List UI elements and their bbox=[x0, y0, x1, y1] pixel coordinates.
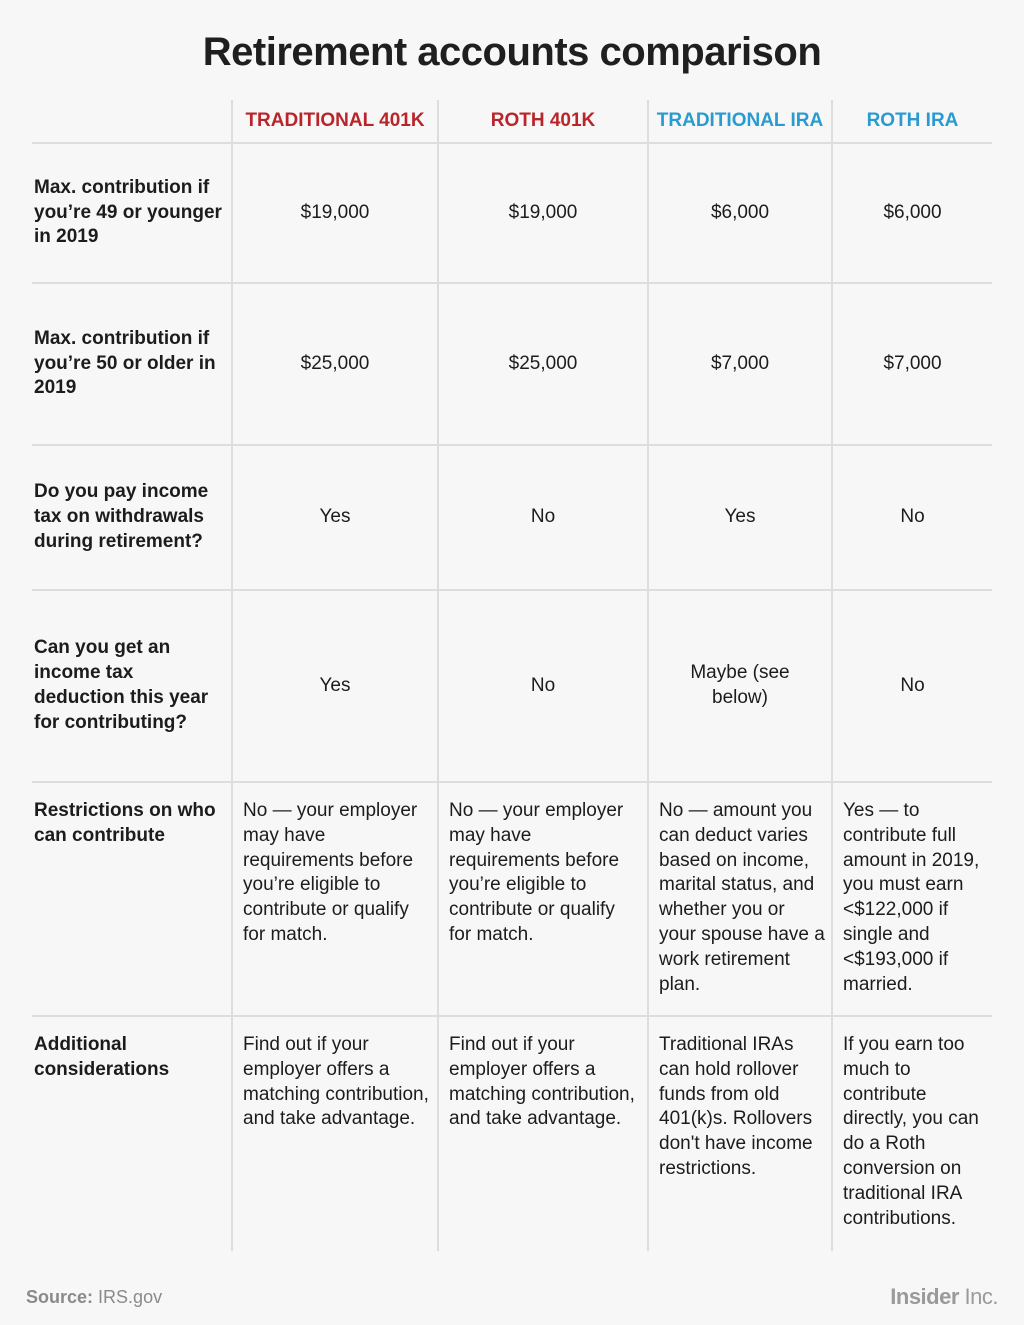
table-cell: Maybe (see below) bbox=[648, 590, 832, 782]
table-cell: $7,000 bbox=[832, 283, 992, 445]
table-cell: $19,000 bbox=[232, 143, 438, 283]
corner-cell bbox=[32, 100, 232, 143]
header-row bbox=[32, 100, 992, 143]
table-cell: No — amount you can deduct varies based on income, marital status, and whether you or your spouse have a work retirement plan. bbox=[648, 782, 832, 1016]
comparison-table bbox=[32, 100, 992, 1251]
table-cell: $7,000 bbox=[648, 283, 832, 445]
row-label: Max. contribution if you’re 49 or younger in 2019 bbox=[32, 143, 232, 283]
column-header-roth-ira: ROTH IRA bbox=[832, 100, 992, 143]
row-max-contribution-50-plus bbox=[32, 283, 992, 445]
row-label: Can you get an income tax deduction this year for contributing? bbox=[32, 590, 232, 782]
source-note bbox=[26, 1287, 162, 1308]
row-income-tax-deduction bbox=[32, 590, 992, 782]
table-cell: $6,000 bbox=[832, 143, 992, 283]
table-cell: Yes bbox=[648, 445, 832, 590]
row-contribution-restrictions bbox=[32, 782, 992, 1016]
row-label: Additional considerations bbox=[34, 1034, 170, 1080]
row-label: Do you pay income tax on withdrawals during retirement? bbox=[32, 445, 232, 590]
table-cell: No bbox=[832, 445, 992, 590]
column-header-roth-401k: ROTH 401K bbox=[438, 100, 648, 143]
source-label: Source: bbox=[26, 1287, 94, 1307]
table-cell: No — your employer may have requirements before you’re eligible to contribute or qualify for match. bbox=[438, 782, 648, 1016]
table-cell: Find out if your employer offers a matching contribution, and take advantage. bbox=[438, 1016, 648, 1251]
page-title: Retirement accounts comparison bbox=[202, 30, 822, 74]
column-header-traditional-401k: TRADITIONAL 401K bbox=[232, 100, 438, 143]
table-cell: $25,000 bbox=[232, 283, 438, 445]
logo-word-insider: Insider bbox=[890, 1284, 959, 1309]
table-cell: No — your employer may have requirements before you’re eligible to contribute or qualify for match. bbox=[232, 782, 438, 1016]
row-income-tax-withdrawals bbox=[32, 445, 992, 590]
table-cell: No bbox=[832, 590, 992, 782]
row-label: Restrictions on who can contribute bbox=[32, 782, 232, 1016]
table-cell: Yes bbox=[232, 445, 438, 590]
table-cell: No bbox=[438, 590, 648, 782]
table-cell: Yes bbox=[232, 590, 438, 782]
table-cell: No bbox=[438, 445, 648, 590]
table-cell: Yes — to contribute full amount in 2019, you must earn <$122,000 if single and <$193,000 if married. bbox=[832, 782, 992, 1016]
logo-word-inc: Inc. bbox=[964, 1284, 998, 1309]
row-additional-considerations bbox=[32, 1016, 992, 1251]
source-value[interactable]: IRS.gov bbox=[98, 1287, 163, 1307]
table-cell: $25,000 bbox=[438, 283, 648, 445]
table-cell: If you earn too much to contribute directly, you can do a Roth conversion on traditional IRA contributions. bbox=[832, 1016, 992, 1251]
table-cell: Traditional IRAs can hold rollover funds from old 401(k)s. Rollovers don't have income restrictions. bbox=[648, 1016, 832, 1251]
row-label: Max. contribution if you’re 50 or older in 2019 bbox=[32, 283, 232, 445]
insider-inc-logo bbox=[890, 1284, 998, 1310]
table-cell: $6,000 bbox=[648, 143, 832, 283]
row-max-contribution-under-50 bbox=[32, 143, 992, 283]
column-header-traditional-ira: TRADITIONAL IRA bbox=[648, 100, 832, 143]
table-cell: $19,000 bbox=[438, 143, 648, 283]
table-cell: Find out if your employer offers a matching contribution, and take advantage. bbox=[232, 1016, 438, 1251]
